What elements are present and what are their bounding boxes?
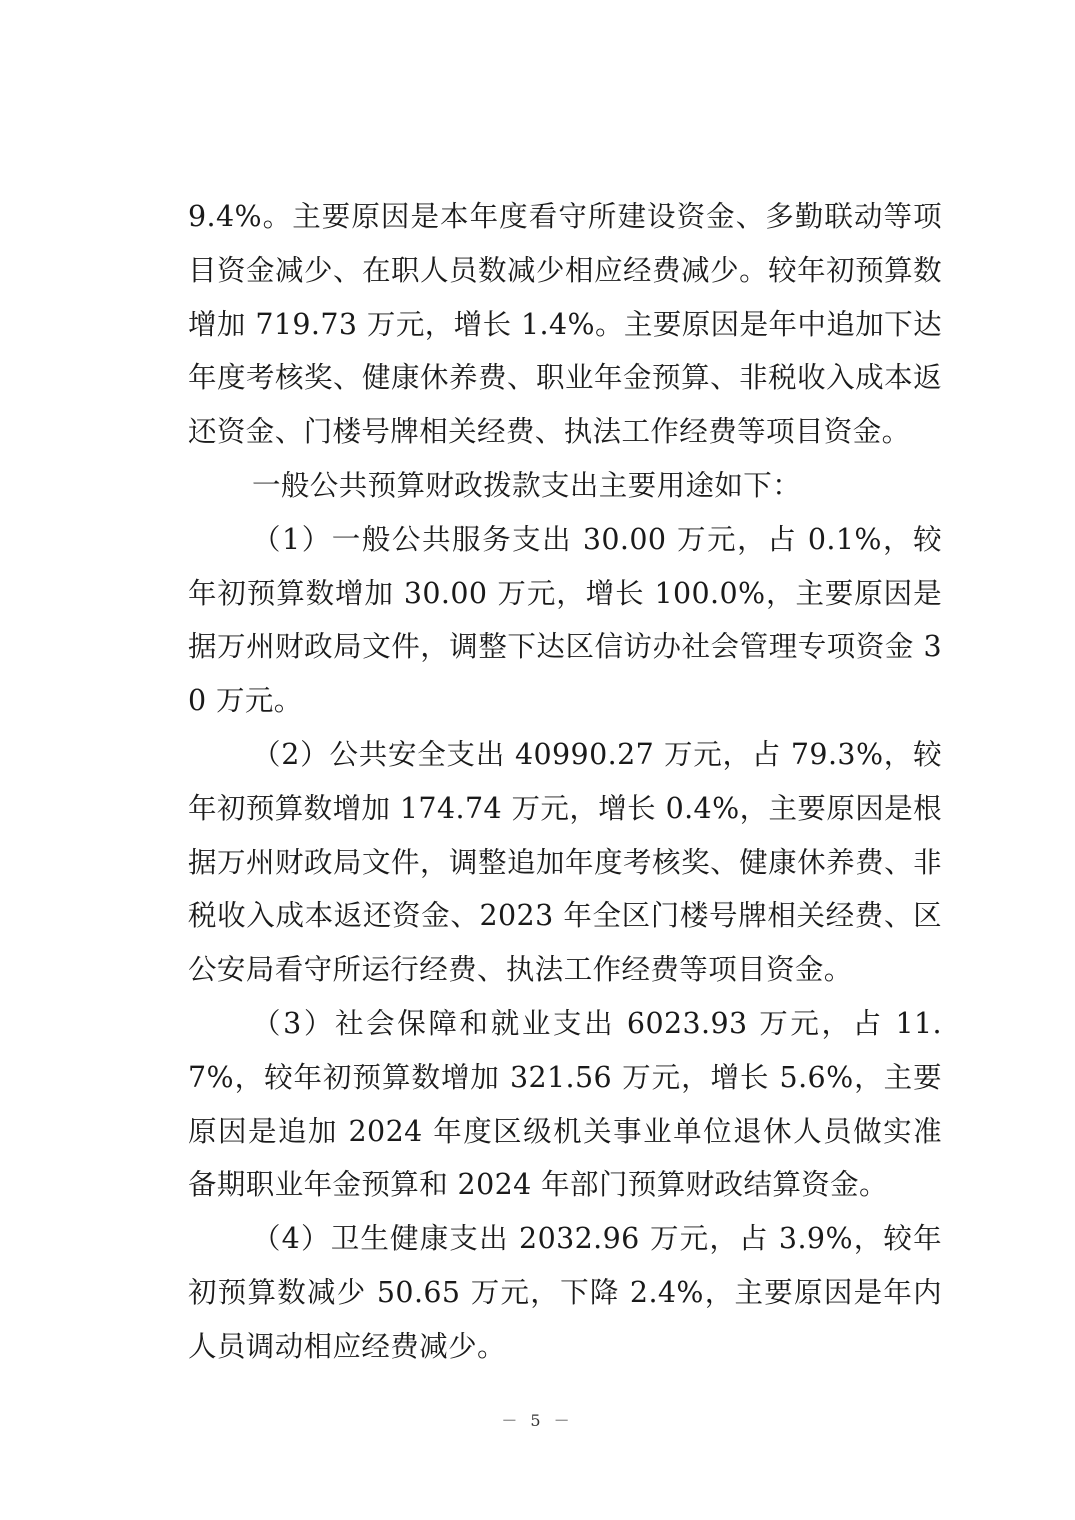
paragraph-item-3: （3）社会保障和就业支出 6023.93 万元，占 11.7%，较年初预算数增加 321.56 万元，增长 5.6%，主要原因是追加 2024 年度区级机关事业单位退休人员做实准备期职业年金预算和 2024 年部门预算财政结算资金。	[188, 1006, 942, 1202]
paragraph-item-4: （4）卫生健康支出 2032.96 万元，占 3.9%，较年初预算数减少 50.65 万元，下降 2.4%，主要原因是年内人员调动相应经费减少。	[188, 1222, 942, 1363]
paragraph-intro: 一般公共预算财政拨款支出主要用途如下：	[252, 468, 802, 502]
paragraph-continuation: 9.4%。主要原因是本年度看守所建设资金、多勤联动等项目资金减少、在职人员数减少相应经费减少。较年初预算数增加 719.73 万元，增长 1.4%。主要原因是年中追加下达年度考核奖、健康休养费、职业年金预算、非税收入成本返还资金、门楼号牌相关经费、执法工作经费等项目资金。	[188, 200, 942, 449]
body-text	[188, 190, 942, 1374]
paragraph-item-2: （2）公共安全支出 40990.27 万元，占 79.3%，较年初预算数增加 174.74 万元，增长 0.4%，主要原因是根据万州财政局文件，调整追加年度考核奖、健康休养费、非税收入成本返还资金、2023 年全区门楼号牌相关经费、区公安局看守所运行经费、执法工作经费等项目资金。	[188, 737, 942, 987]
paragraph-item-1: （1）一般公共服务支出 30.00 万元，占 0.1%，较年初预算数增加 30.00 万元，增长 100.0%，主要原因是据万州财政局文件，调整下达区信访办社会管理专项资金 30 万元。	[188, 522, 942, 718]
page-number: － 5 －	[501, 1411, 574, 1430]
